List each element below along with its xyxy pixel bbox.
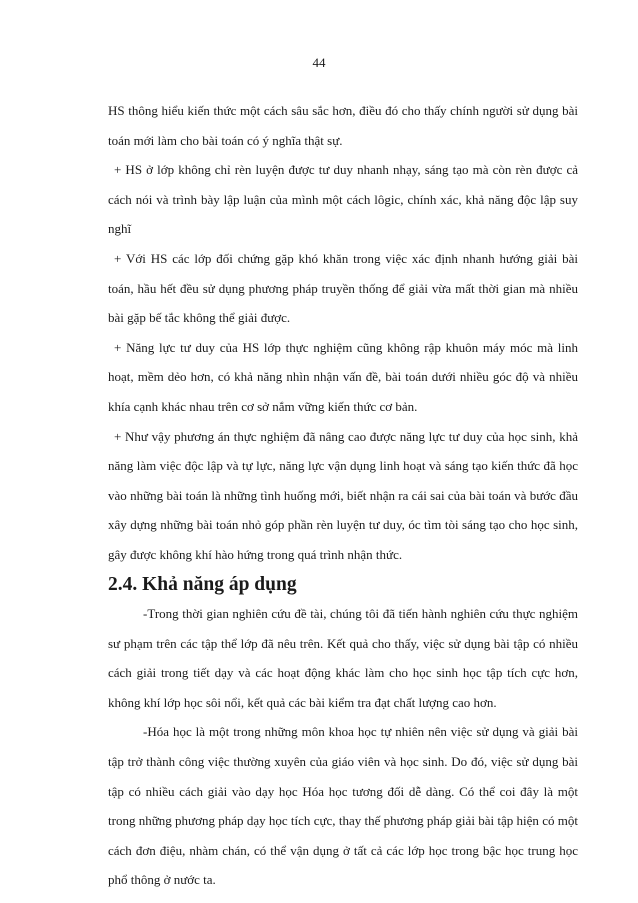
paragraph-thoi-gian: -Trong thời gian nghiên cứu đề tài, chúng tôi đã tiến hành nghiên cứu thực nghiệm sư phạm trên các tập thể lớp đã nêu trên. Kết quả cho thấy, việc sử dụng bài tập có nhiều cách giải trong tiết dạy và các hoạt động khác làm cho học sinh học tập tích cực hơn, không khí lớp học sôi nổi, kết quả các bài kiểm tra đạt chất lượng cao hơn. [108,606,578,710]
paragraph-nang-luc: + Năng lực tư duy của HS lớp thực nghiệm cũng không rập khuôn máy móc mà linh hoạt, mềm dẻo hơn, có khả năng nhìn nhận vấn đề, bài toán dưới nhiều góc độ và nhiều khía cạnh khác nhau trên cơ sở nắm vững kiến thức cơ bản. [108,339,578,414]
paragraph-hoa-hoc: -Hóa học là một trong những môn khoa học tự nhiên nên việc sử dụng và giải bài tập trở thành công việc thường xuyên của giáo viên và học sinh. Do đó, việc sử dụng bài tập có nhiều cách giải vào dạy học Hóa học tương đối dễ dàng. Có thể coi đây là một trong những phương pháp dạy học tích cực, thay thế phương pháp giải bài tập hiện có một cách đơn điệu, nhàm chán, có thể vận dụng ở tất cả các lớp học trong bậc học trung học phổ thông ở nước ta. [108,724,578,888]
paragraph-doi-chung: + Với HS các lớp đối chứng gặp khó khăn trong việc xác định nhanh hướng giải bài toán, hầu hết đều sử dụng phương pháp truyền thống để giải vừa mất thời gian mà nhiều bài gặp bế tắc không thể giải được. [108,250,578,326]
page-number: 44 [312,55,326,70]
body-text [108,96,578,895]
paragraph-intro: HS thông hiểu kiến thức một cách sâu sắc hơn, điều đó cho thấy chính người sử dụng bài toán mới làm cho bài toán có ý nghĩa thật sự. [108,103,578,148]
section-heading: 2.4. Khả năng áp dụng [108,573,297,595]
paragraph-hs-lop: + HS ở lớp không chỉ rèn luyện được tư duy nhanh nhạy, sáng tạo mà còn rèn được cả cách nói và trình bày lập luận của mình một cách lôgic, chính xác, khả năng độc lập suy nghĩ [108,162,578,237]
paragraph-nhu-vay: + Như vậy phương án thực nghiệm đã nâng cao được năng lực tư duy của học sinh, khả năng làm việc độc lập và tự lực, năng lực vận dụng linh hoạt và sáng tạo kiến thức đã học vào những bài toán là những tình huống mới, biết nhận ra cái sai của bài toán và bước đầu xây dựng những bài toán nhỏ góp phần rèn luyện tư duy, óc tìm tòi sáng tạo cho học sinh, gây được không khí hào hứng trong quá trình nhận thức. [108,428,578,562]
